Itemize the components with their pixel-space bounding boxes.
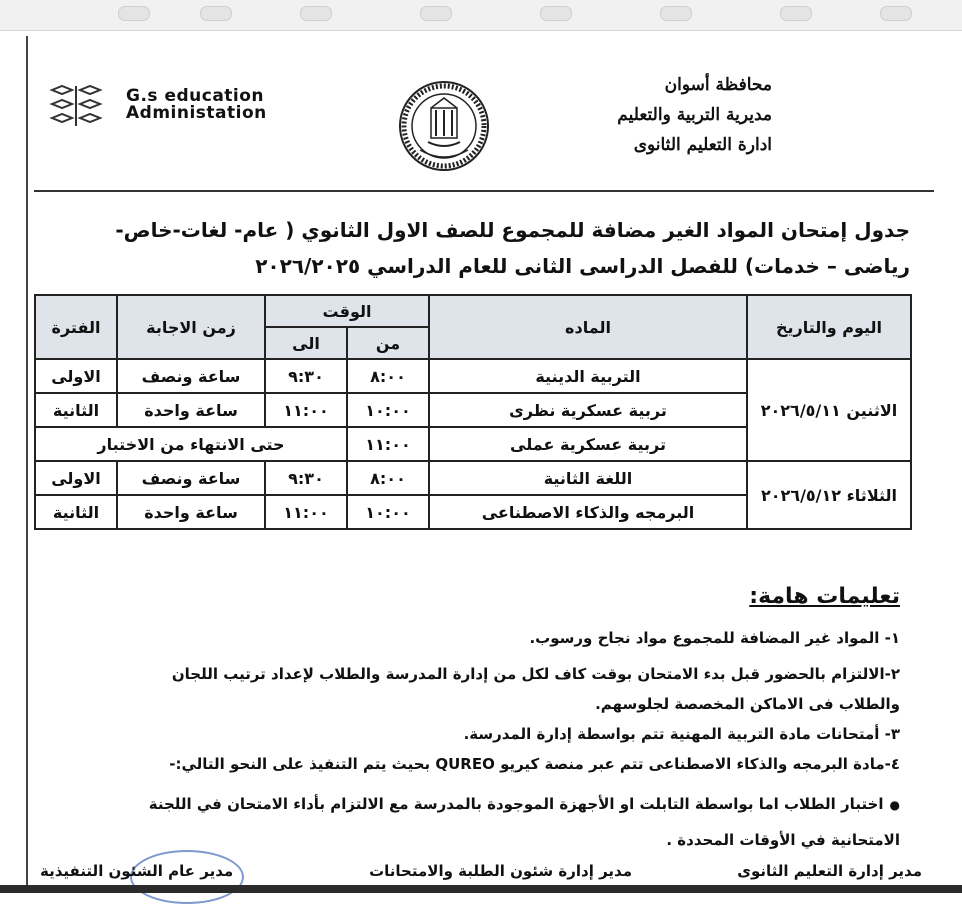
col-header-day: اليوم والتاريخ [747, 295, 911, 359]
to-cell: ١١:٠٠ [265, 495, 347, 529]
scan-bottom-edge [0, 885, 962, 893]
day-cell: الثلاثاء ٢٠٢٦/٥/١٢ [747, 461, 911, 529]
binder-hole [880, 6, 912, 21]
to-cell: ١١:٠٠ [265, 393, 347, 427]
table-row [35, 359, 911, 393]
col-header-duration: زمن الاجابة [117, 295, 265, 359]
subject-cell: تربية عسكرية عملى [429, 427, 747, 461]
instruction-item: ٤-مادة البرمجه والذكاء الاصطناعى تتم عبر منصة كيريو QUREO بحيث يتم التنفيذ على النحو التالي:- [169, 755, 900, 773]
until-end-cell: حتى الانتهاء من الاختبار [35, 427, 347, 461]
brand-mark-icon [48, 84, 104, 128]
period-cell: الثانية [35, 393, 117, 427]
title-line1: جدول إمتحان المواد الغير مضافة للمجموع للصف الاول الثانوي ( عام- لغات-خاص- [115, 218, 910, 242]
duration-cell: ساعة ونصف [117, 461, 265, 495]
from-cell: ١٠:٠٠ [347, 393, 429, 427]
period-cell: الاولى [35, 359, 117, 393]
from-cell: ١١:٠٠ [347, 427, 429, 461]
governorate-header [512, 70, 772, 160]
subject-cell: التربية الدينية [429, 359, 747, 393]
header-divider [34, 190, 934, 192]
brand-line2: Administation [126, 103, 267, 123]
instructions-title: تعليمات هامة: [749, 584, 900, 609]
binder-hole [540, 6, 572, 21]
period-cell: الثانية [35, 495, 117, 529]
col-header-subject: الماده [429, 295, 747, 359]
brand-line1: G.s education [126, 86, 265, 106]
instruction-item: ١- المواد غير المضافة للمجموع مواد نجاح ورسوب. [529, 629, 900, 647]
title-line2: رياضى – خدمات) للفصل الدراسى الثانى للعام الدراسي ٢٠٢٦/٢٠٢٥ [255, 254, 910, 278]
day-cell: الاثنين ٢٠٢٦/٥/١١ [747, 359, 911, 461]
instruction-item: ٣- أمتحانات مادة التربية المهنية تتم بواسطة إدارة المدرسة. [463, 725, 900, 743]
duration-cell: ساعة واحدة [117, 393, 265, 427]
gov-line: مديرية التربية والتعليم [617, 105, 772, 125]
col-header-from: من [347, 327, 429, 359]
table-row [35, 461, 911, 495]
signature-secondary-director: مدير إدارة التعليم الثانوى [737, 862, 922, 880]
ministry-seal-icon [398, 80, 490, 172]
page-left-rule [26, 36, 28, 886]
binder-hole [200, 6, 232, 21]
duration-cell: ساعة ونصف [117, 359, 265, 393]
binder-hole [660, 6, 692, 21]
brand-name [126, 88, 267, 122]
brand-logo [48, 84, 288, 130]
instruction-item: ٢-الالتزام بالحضور قبل بدء الامتحان بوقت كاف لكل من إدارة المدرسة والطلاب لإعداد ترتيب اللجان [171, 665, 900, 683]
signature-students-affairs: مدير إدارة شئون الطلبة والامتحانات [369, 862, 632, 880]
instruction-item: الامتحانية في الأوقات المحددة . [666, 831, 900, 849]
duration-cell: ساعة واحدة [117, 495, 265, 529]
scan-top-edge [0, 0, 962, 31]
exam-schedule-table [34, 294, 912, 530]
gov-line: ادارة التعليم الثانوى [633, 135, 772, 155]
binder-hole [780, 6, 812, 21]
col-header-to: الى [265, 327, 347, 359]
from-cell: ١٠:٠٠ [347, 495, 429, 529]
to-cell: ٩:٣٠ [265, 461, 347, 495]
document-title [40, 212, 910, 284]
subject-cell: اللغة الثانية [429, 461, 747, 495]
to-cell: ٩:٣٠ [265, 359, 347, 393]
binder-hole [118, 6, 150, 21]
from-cell: ٨:٠٠ [347, 359, 429, 393]
signature-executive-affairs: مدير عام الشئون التنفيذية [40, 862, 234, 880]
from-cell: ٨:٠٠ [347, 461, 429, 495]
subject-cell: البرمجه والذكاء الاصطناعى [429, 495, 747, 529]
gov-line: محافظة أسوان [664, 75, 772, 95]
binder-hole [300, 6, 332, 21]
subject-cell: تربية عسكرية نظرى [429, 393, 747, 427]
binder-hole [420, 6, 452, 21]
col-header-time: الوقت [265, 295, 429, 327]
instruction-bullet: ● اختبار الطلاب اما بواسطة التابلت او الأجهزة الموجودة بالمدرسة مع الالتزام بأداء الامتحان في اللجنة [50, 790, 900, 819]
period-cell: الاولى [35, 461, 117, 495]
instruction-item: والطلاب فى الاماكن المخصصة لجلوسهم. [595, 695, 900, 713]
col-header-period: الفترة [35, 295, 117, 359]
